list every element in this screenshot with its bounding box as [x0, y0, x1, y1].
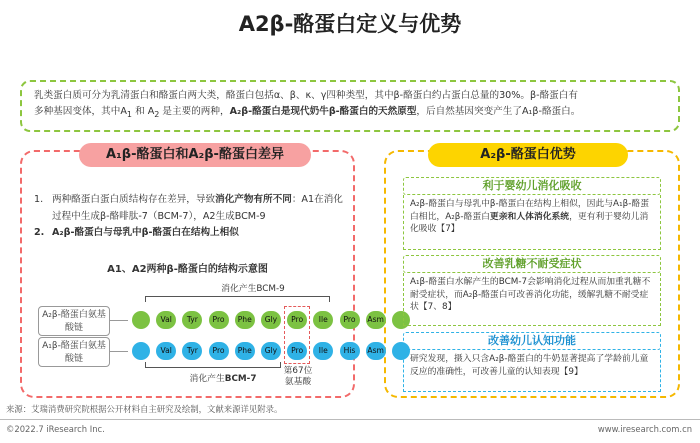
amino-acid-bead: Phe — [235, 311, 255, 329]
amino-acid-bead — [132, 342, 150, 360]
page-title: A2β-酪蛋白定义与优势 — [238, 12, 462, 36]
amino-acid-bead: Pro — [209, 342, 229, 360]
a2-amino-acid-chain — [132, 311, 416, 329]
amino-acid-bead: Gly — [261, 342, 281, 360]
difference-header: A₁β-酪蛋白和A₂β-酪蛋白差异 — [79, 143, 311, 167]
bcm7-bracket — [145, 362, 281, 368]
section-lactose-title: 改善乳糖不耐受症状 — [403, 255, 661, 273]
a1-connector — [110, 351, 128, 352]
source-note: 来源：艾瑞消费研究院根据公开材料自主研究及绘制，文献来源详见附录。 — [6, 404, 283, 414]
section-digestion-title: 利于婴幼儿消化吸收 — [403, 177, 661, 195]
amino-acid-bead: Asm — [366, 342, 386, 360]
website-link[interactable]: www.iresearch.com.cn — [597, 424, 692, 434]
intro-bold: A₂β-酪蛋白是现代奶牛β-酪蛋白的天然原型 — [229, 106, 417, 117]
intro-line2a: 多种基因变体，其中A — [34, 106, 127, 117]
section-cognition-title: 改善幼儿认知功能 — [403, 332, 661, 350]
section-cognition-body: 研究发现，摄入只含A₂β-酪蛋白的牛奶显著提高了学龄前儿童反应的准确性，可改善儿童的认知表现【9】 — [403, 350, 661, 392]
intro-line1: 乳类蛋白质可分为乳清蛋白和酪蛋白两大类，酪蛋白包括α、β、κ、γ四种类型，其中β-酪蛋白约占蛋白总量的30%。β-酪蛋白有 — [34, 90, 578, 101]
amino-acid-bead: His — [340, 342, 360, 360]
difference-list — [34, 192, 344, 242]
list-item — [34, 192, 344, 225]
sec1-text-b: ，更有利于婴幼儿消化吸收【7】 — [410, 211, 649, 235]
diagram-title: A1、A2两种β-酪蛋白的结构示意图 — [107, 264, 268, 275]
a1-amino-acid-chain — [132, 342, 416, 360]
intro-sub1: 1 — [126, 109, 133, 119]
item2-bold: A₂β-酪蛋白与母乳中β-酪蛋白在结构上相似 — [52, 227, 239, 238]
amino-acid-bead: Tyr — [182, 342, 202, 360]
intro-line2d: ，后自然基因突变产生了A₁β-酪蛋白。 — [416, 106, 581, 117]
amino-acid-bead: Pro — [287, 342, 307, 360]
sec1-text-a: A₂β-酪蛋白与母乳中β-酪蛋白在结构上相似，因此与A₁β-酪蛋白相比，A₂β-酪蛋白 — [410, 199, 649, 222]
intro-box — [20, 80, 680, 132]
a1-chain-label: A₁β-酪蛋白氨基酸链 — [38, 337, 110, 367]
intro-line2c: 是主要的两种， — [159, 106, 230, 117]
advantage-header: A₂β-酪蛋白优势 — [428, 143, 628, 167]
a2-connector — [110, 320, 128, 321]
section-digestion-body — [403, 195, 661, 250]
amino-acid-bead: Asm — [366, 311, 386, 329]
pos67-b: 氨基酸 — [284, 377, 312, 387]
bcm7-note-a: 消化产生 — [189, 374, 225, 384]
list-number: 2. — [34, 227, 45, 238]
footer-divider — [0, 419, 700, 420]
section-lactose-body: A₁β-酪蛋白水解产生的BCM-7会影响消化过程从而加重乳糖不耐受症状，而A₂β-酪蛋白可改善消化功能，缓解乳糖不耐受症状【7、8】 — [403, 273, 661, 326]
intro-line2b: 和 A — [132, 106, 155, 117]
list-number: 1. — [34, 194, 44, 205]
bcm9-note: 消化产生BCM-9 — [221, 284, 285, 294]
item1-bold: 消化产物有所不同 — [215, 194, 292, 205]
position-67-highlight — [284, 306, 310, 364]
item1-text-a: 两种酪蛋白蛋白质结构存在差异，导致 — [52, 194, 216, 205]
pos67-a: 第67位 — [283, 366, 313, 376]
amino-acid-bead: Ile — [313, 311, 333, 329]
sec1-bold: 更亲和人体消化系统 — [489, 211, 570, 222]
amino-acid-bead: Gly — [261, 311, 281, 329]
amino-acid-bead: Val — [156, 311, 176, 329]
amino-acid-bead: Val — [156, 342, 176, 360]
copyright: ©2022.7 iResearch Inc. — [6, 424, 105, 434]
position-67-note — [278, 366, 318, 388]
amino-acid-bead: Tyr — [182, 311, 202, 329]
amino-acid-bead: Phe — [235, 342, 255, 360]
list-text — [52, 192, 344, 225]
amino-acid-bead: Pro — [287, 311, 307, 329]
a2-chain-label: A₂β-酪蛋白氨基酸链 — [38, 306, 110, 336]
list-item — [34, 225, 344, 242]
amino-acid-bead — [132, 311, 150, 329]
amino-acid-bead: Pro — [209, 311, 229, 329]
bcm7-note-b: BCM-7 — [224, 374, 257, 384]
amino-acid-bead: Ile — [313, 342, 333, 360]
amino-acid-bead: Pro — [340, 311, 360, 329]
intro-sub2: 2 — [154, 109, 160, 119]
bcm7-note — [178, 371, 268, 384]
bcm9-bracket — [145, 296, 330, 302]
item1-text-b: ：A1在消化过程中生成β-酪啡肽-7（BCM-7），A2生成BCM-9 — [52, 194, 343, 222]
